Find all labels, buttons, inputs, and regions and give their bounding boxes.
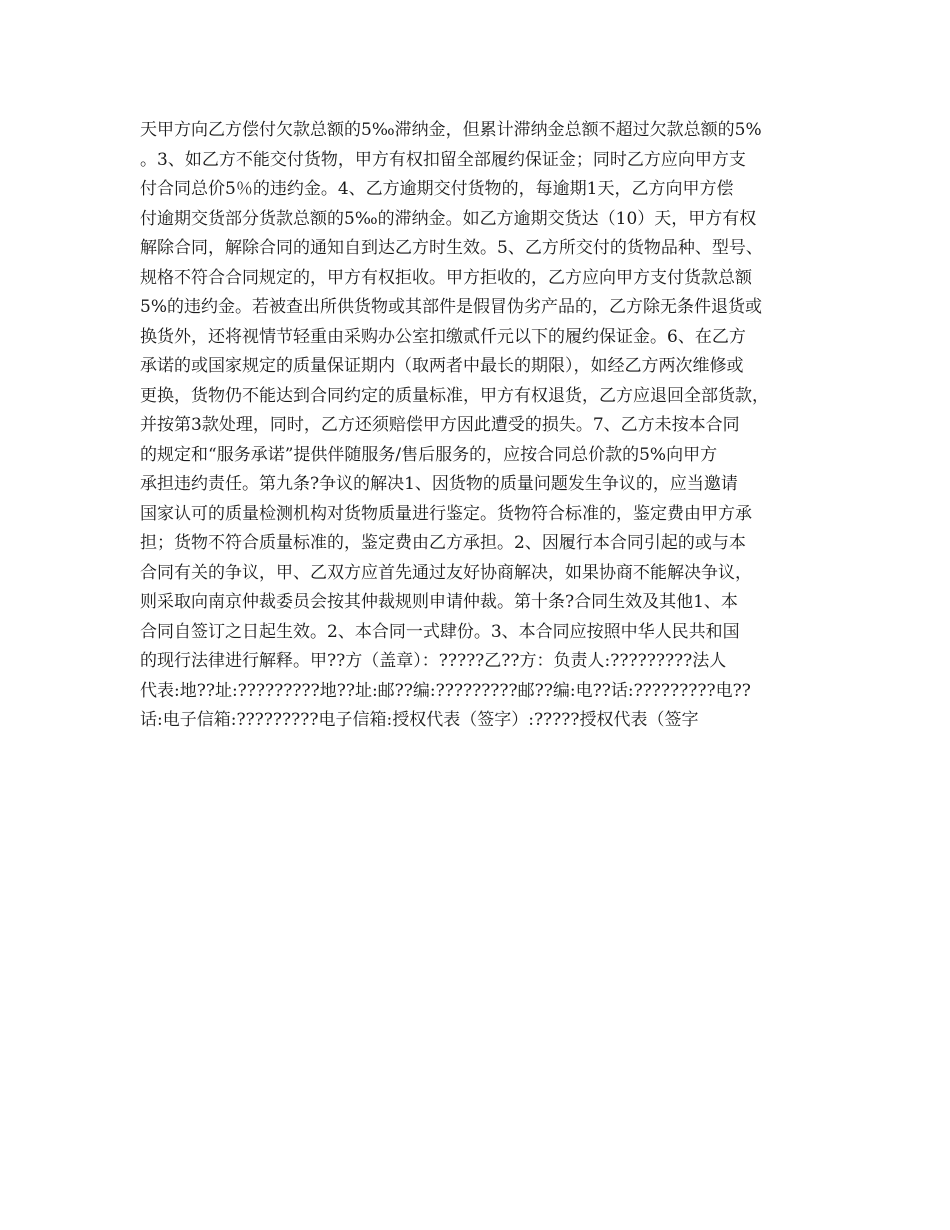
text-line: 承担违约责任。第九条?争议的解决1、因货物的质量问题发生争议的，应当邀请	[140, 474, 738, 494]
text-line: 解除合同，解除合同的通知自到达乙方时生效。5、乙方所交付的货物品种、型号、	[140, 238, 763, 258]
text-line: 5%的违约金。若被查出所供货物或其部件是假冒伪劣产品的，乙方除无条件退货或	[140, 297, 762, 317]
contract-body-text	[140, 116, 830, 736]
text-line: 话:电子信箱:?????????电子信箱:授权代表（签字）:?????授权代表（签字	[140, 710, 699, 730]
text-line: 规格不符合合同规定的，甲方有权拒收。甲方拒收的，乙方应向甲方支付货款总额	[140, 267, 752, 288]
text-line: 换货外，还将视情节轻重由采购办公室扣缴贰仟元以下的履约保证金。6、在乙方	[140, 326, 746, 347]
text-line: 则采取向南京仲裁委员会按其仲裁规则申请仲裁。第十条?合同生效及其他1、本	[140, 592, 738, 612]
text-line: 的规定和“服务承诺”提供伴随服务/售后服务的，应按合同总价款的5%向甲方	[140, 444, 718, 465]
text-line: 更换，货物仍不能达到合同约定的质量标准，甲方有权退货，乙方应退回全部货款，	[140, 385, 769, 406]
text-line: 并按第3款处理，同时，乙方还须赔偿甲方因此遭受的损失。7、乙方未按本合同	[140, 415, 740, 435]
text-line: 天甲方向乙方偿付欠款总额的5‰滞纳金，但累计滞纳金总额不超过欠款总额的5%	[140, 120, 762, 140]
text-line: 。3、如乙方不能交付货物，甲方有权扣留全部履约保证金；同时乙方应向甲方支	[140, 149, 746, 170]
text-line: 的现行法律进行解释。甲??方（盖章）：?????乙??方：负责人:?????????法人	[140, 651, 727, 671]
text-line: 合同自签订之日起生效。2、本合同一式肆份。3、本合同应按照中华人民共和国	[140, 621, 740, 642]
text-line: 付合同总价5％的违约金。4、乙方逾期交付货物的，每逾期1天，乙方向甲方偿	[140, 179, 734, 199]
text-line: 代表:地??址:?????????地??址:邮??编:?????????邮??编:电??话:?????????电??	[140, 680, 751, 701]
text-line: 合同有关的争议，甲、乙双方应首先通过友好协商解决，如果协商不能解决争议，	[140, 562, 752, 583]
text-line: 国家认可的质量检测机构对货物质量进行鉴定。货物符合标准的，鉴定费由甲方承	[140, 503, 752, 524]
text-line: 承诺的或国家规定的质量保证期内（取两者中最长的期限），如经乙方两次维修或	[140, 356, 744, 376]
text-line: 付逾期交货部分货款总额的5‰的滞纳金。如乙方逾期交货达（10）天，甲方有权	[140, 208, 757, 229]
text-line: 担；货物不符合质量标准的，鉴定费由乙方承担。2、因履行本合同引起的或与本	[140, 533, 746, 553]
